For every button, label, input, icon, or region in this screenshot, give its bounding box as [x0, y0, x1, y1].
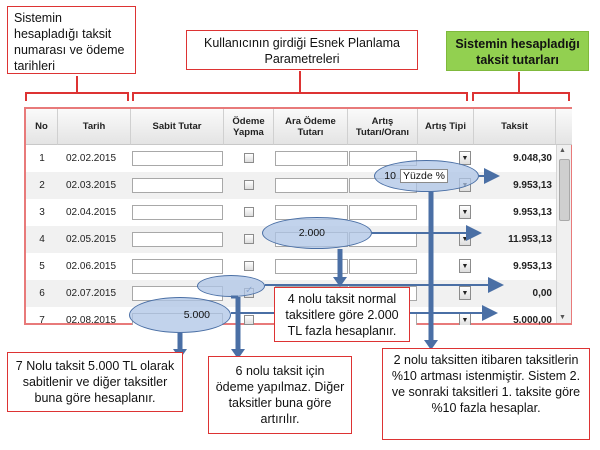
header-artis-tutari: Artış Tutarı/Oranı [348, 109, 418, 145]
highlight-artis-type: Yüzde % [400, 169, 448, 183]
cell-no: 5 [39, 261, 45, 272]
chevron-down-icon: ▼ [461, 154, 469, 162]
chevron-down-icon: ▼ [461, 235, 469, 243]
callout-installment-amounts: Sistemin hesapladığı taksit tutarları [446, 31, 589, 71]
cell-tarih: 02.07.2015 [66, 288, 117, 299]
cell-tarih: 02.06.2015 [66, 261, 117, 272]
callout-row4-note: 4 nolu taksit normal taksitlere göre 2.000 TL fazla hesaplanır. [274, 287, 410, 342]
cell-tarih: 02.03.2015 [66, 180, 117, 191]
highlight-sabit-row7: 5.000 [129, 297, 231, 333]
header-odeme-yapma: Ödeme Yapma [224, 109, 274, 145]
highlight-artis-value: 10 [384, 170, 396, 182]
header-sabit-tutar: Sabit Tutar [131, 109, 224, 145]
cell-tarih: 02.05.2015 [66, 234, 117, 245]
header-artis-tipi: Artış Tipi [418, 109, 474, 145]
cell-no: 3 [39, 207, 45, 218]
chevron-down-icon: ▼ [461, 289, 469, 297]
header-tarih: Tarih [58, 109, 131, 145]
cell-no: 6 [39, 288, 45, 299]
cell-no: 2 [39, 180, 45, 191]
cell-taksit: 9.953,13 [513, 261, 552, 272]
cell-tarih: 02.04.2015 [66, 207, 117, 218]
cell-no: 7 [39, 315, 45, 325]
highlight-ara-odeme-row4: 2.000 [262, 217, 372, 249]
cell-taksit: 11.953,13 [508, 234, 552, 245]
chevron-down-icon: ▼ [461, 316, 469, 324]
cell-taksit: 9.048,30 [513, 153, 552, 164]
scroll-down-arrow[interactable]: ▼ [559, 314, 566, 321]
cell-taksit: 9.953,13 [513, 180, 552, 191]
callout-skip-payment: 6 nolu taksit için ödeme yapılmaz. Diğer taksitler buna göre artırılır. [208, 356, 352, 434]
cell-taksit: 5.000,00 [513, 315, 552, 325]
callout-percent-increase: 2 nolu taksitten itibaren taksitlerin %10 artması istenmiştir. Sistem 2. ve sonraki taksitleri 1. taksite göre %10 fazla hesaplar. [382, 348, 590, 440]
header-ara-odeme: Ara Ödeme Tutarı [274, 109, 348, 145]
cell-tarih: 02.08.2015 [66, 315, 117, 325]
callout-flexible-parameters: Kullanıcının girdiği Esnek Planlama Parametreleri [186, 30, 418, 70]
header-taksit: Taksit [474, 109, 556, 145]
scroll-up-arrow[interactable]: ▲ [559, 147, 566, 154]
cell-taksit: 9.953,13 [513, 207, 552, 218]
cell-no: 4 [39, 234, 45, 245]
cell-taksit: 0,00 [532, 288, 552, 299]
chevron-down-icon: ▼ [461, 262, 469, 270]
cell-tarih: 02.02.2015 [66, 153, 117, 164]
callout-fixed-installment: 7 Nolu taksit 5.000 TL olarak sabitlenir ve diğer taksitler buna göre hesaplanır. [7, 352, 183, 412]
chevron-down-icon: ▼ [461, 208, 469, 216]
callout-installment-dates: Sistemin hesapladığı taksit numarası ve ödeme tarihleri [7, 6, 136, 74]
header-no: No [26, 109, 58, 145]
cell-no: 1 [39, 153, 45, 164]
